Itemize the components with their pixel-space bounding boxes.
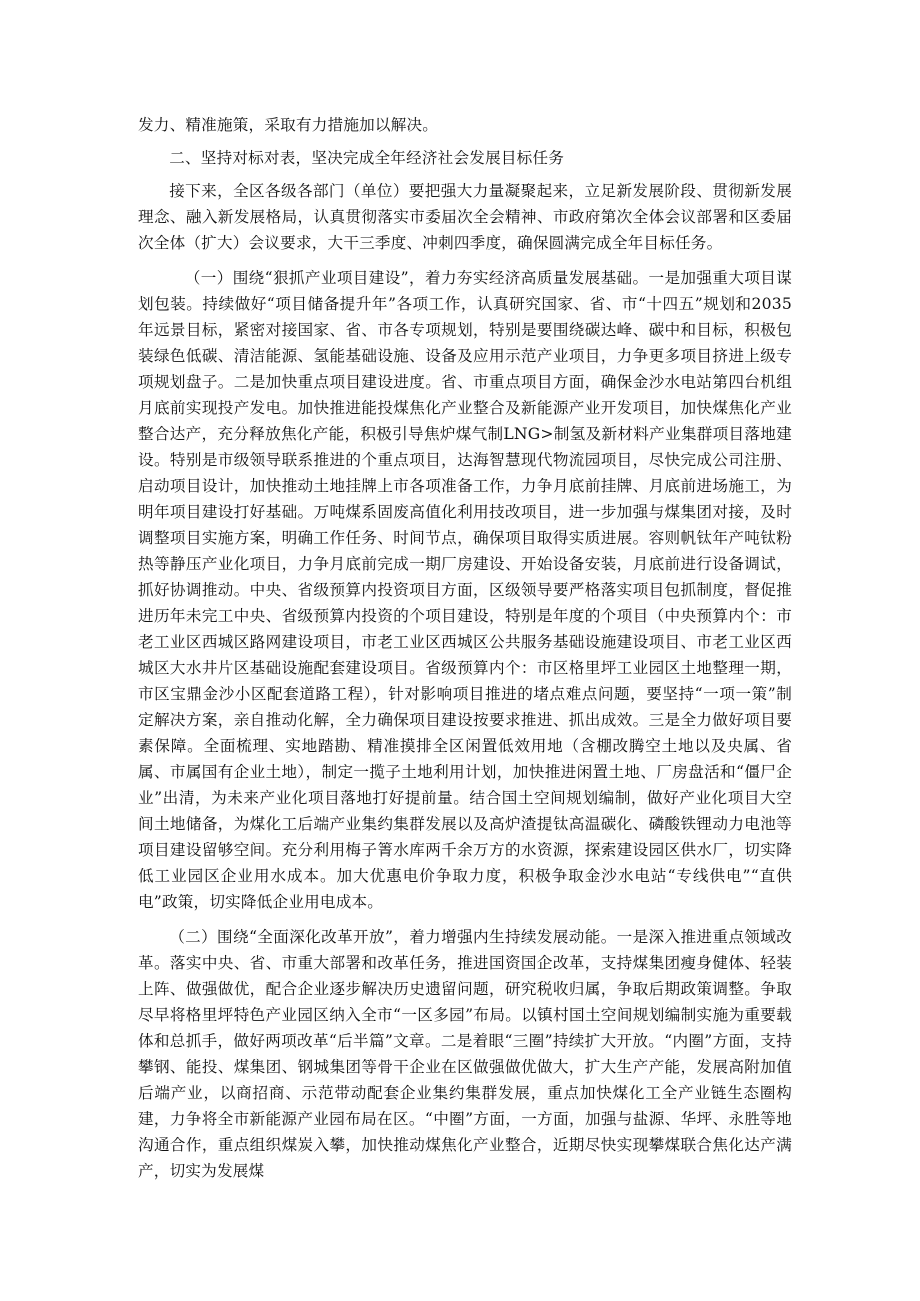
paragraph-section-2: （二）围绕“全面深化改革开放”，着力增强内生持续发展动能。一是深入推进重点领域改革。落实中央、省、市重大部署和改革任务，推进国资国企改革，支持煤集团瘦身健体、轻装上阵、做强做优，配合企业逐步解决历史遗留问题，研究税收归属，争取后期政策调整。争取尽早将格里坪特色产业园区纳入全市“一区多园”布局。以镇村国土空间规划编制实施为重要载体和总抓手，做好两项改革“后半篇”文章。二是着眼“三圈”持续扩大开放。“内圈”方面，支持攀钢、能投、煤集团、钢城集团等骨干企业在区做强做优做大，扩大生产产能，发展高附加值后端产业，以商招商、示范带动配套企业集约集群发展，重点加快煤化工全产业链生态圈构建，力争将全市新能源产业园布局在区。“中圈”方面，一方面，加强与盐源、华坪、永胜等地沟通合作，重点组织煤炭入攀，加快推动煤焦化产业整合，近期尽快实现攀煤联合焦化达产满产，切实为发展煤 xyxy=(138,928,792,1180)
paragraph-intro: 接下来，全区各级各部门（单位）要把强大力量凝聚起来，立足新发展阶段、贯彻新发展理念、融入新发展格局，认真贯彻落实市委届次全会精神、市政府第次全体会议部署和区委届次全体（扩大）会议要求，大干三季度、冲刺四季度，确保圆满完成全年目标任务。 xyxy=(138,182,792,252)
section-heading: 二、坚持对标对表，坚决完成全年经济社会发展目标任务 xyxy=(169,149,565,167)
document-page xyxy=(138,112,792,1184)
paragraph-continuation: 发力、精准施策，采取有力措施加以解决。 xyxy=(138,116,439,134)
paragraph-section-1: （一）围绕“狠抓产业项目建设”，着力夯实经济高质量发展基础。一是加强重大项目谋划包装。持续做好“项目储备提升年”各项工作，认真研究国家、省、市“十四五”规划和2035年远景目标，紧密对接国家、省、市各专项规划，特别是要围绕碳达峰、碳中和目标，积极包装绿色低碳、清洁能源、氢能基础设施、设备及应用示范产业项目，力争更多项目挤进上级专项规划盘子。二是加快重点项目建设进度。省、市重点项目方面，确保金沙水电站第四台机组月底前实现投产发电。加快推进能投煤焦化产业整合及新能源产业开发项目，加快煤焦化产业整合达产，充分释放焦化产能，积极引导焦炉煤气制LNG>制氢及新材料产业集群项目落地建设。特别是市级领导联系推进的个重点项目，达海智慧现代物流园项目，尽快完成公司注册、启动项目设计，加快推动土地挂牌上市各项准备工作，力争月底前挂牌、月底前进场施工，为明年项目建设打好基础。万吨煤系固废高值化利用技改项目，进一步加强与煤集团对接，及时调整项目实施方案，明确工作任务、时间节点，确保项目取得实质进展。容则帆钛年产吨钛粉热等静压产业化项目，力争月底前完成一期厂房建设、开始设备安装，月底前进行设备调试，抓好协调推动。中央、省级预算内投资项目方面，区级领导要严格落实项目包抓制度，督促推进历年未完工中央、省级预算内投资的个项目建设，特别是年度的个项目（中央预算内个：市老工业区西城区路网建设项目，市老工业区西城区公共服务基础设施建设项目、市老工业区西城区大水井片区基础设施配套建设项目。省级预算内个：市区格里坪工业园区土地整理一期，市区宝鼎金沙小区配套道路工程），针对影响项目推进的堵点难点问题，要坚持“一项一策”制定解决方案，亲自推动化解，全力确保项目建设按要求推进、抓出成效。三是全力做好项目要素保障。全面梳理、实地踏勘、精准摸排全区闲置低效用地（含棚改腾空土地以及央属、省属、市属国有企业土地），制定一揽子土地利用计划，加快推进闲置土地、厂房盘活和“僵尸企业”出清，为未来产业化项目落地打好提前量。结合国土空间规划编制，做好产业化项目大空间土地储备，为煤化工后端产业集约集群发展以及高炉渣提钛高温碳化、磷酸铁锂动力电池等项目建设留够空间。充分利用梅子箐水库两千余万方的水资源，探索建设园区供水厂，切实降低工业园区企业用水成本。加大优惠电价争取力度，积极争取金沙水电站“专线供电”“直供电”政策，切实降低企业用电成本。 xyxy=(138,269,792,911)
